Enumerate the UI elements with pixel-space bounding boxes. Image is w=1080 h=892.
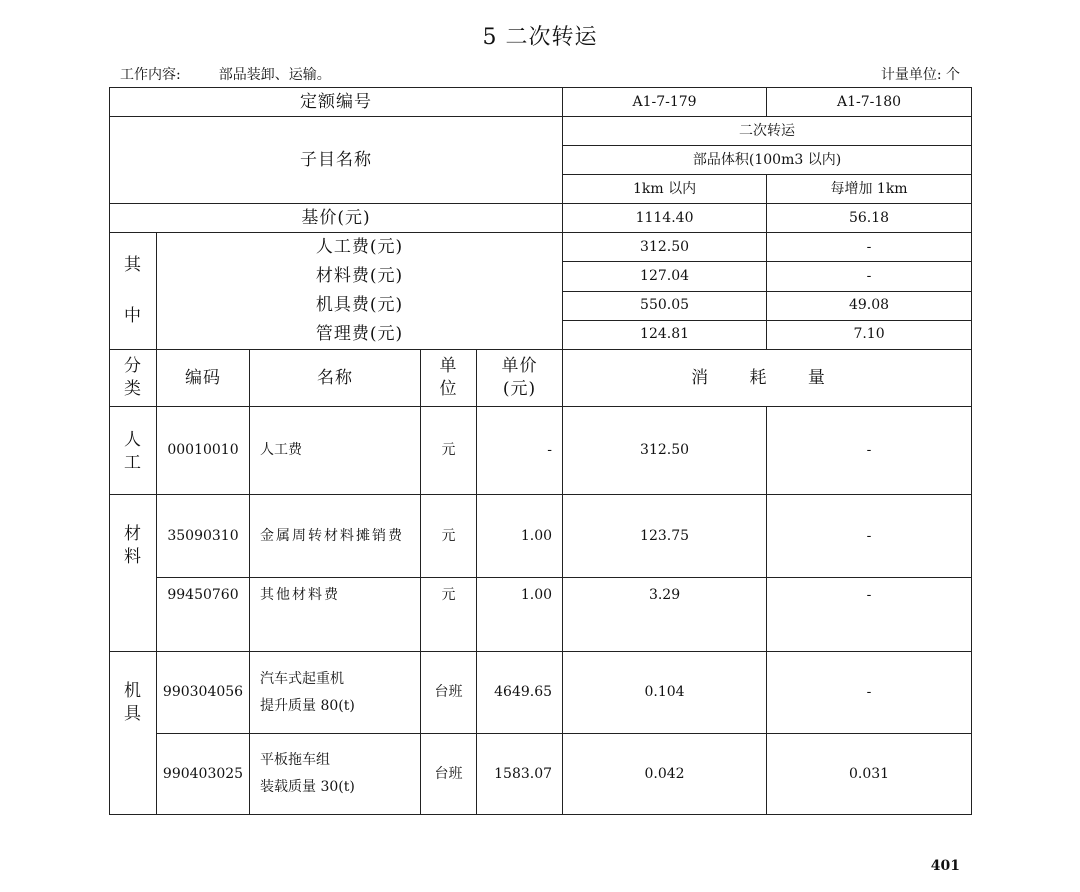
item-name: 金属周转材料摊销费 [250, 495, 421, 578]
base-price-1: 1114.40 [563, 204, 767, 233]
base-price-row [110, 204, 972, 233]
item-name: 人工费 [250, 407, 421, 495]
page-number: 401 [930, 858, 960, 874]
item-value-2: - [767, 407, 972, 495]
item-code: 990403025 [157, 734, 250, 815]
header-consumption: 消 耗 量 [563, 350, 972, 407]
header-unit: 单 位 [421, 350, 477, 407]
quota-number-row [110, 88, 972, 117]
item-value-1: 0.104 [563, 652, 767, 734]
header-code: 编码 [157, 350, 250, 407]
item-unit: 元 [421, 407, 477, 495]
work-content-label: 工作内容: [120, 67, 181, 83]
item-value-2: - [767, 495, 972, 578]
item-price: 4649.65 [477, 652, 563, 734]
work-content-value: 部品装卸、运输。 [218, 67, 331, 83]
cost-machine-v1: 550.05 [563, 291, 767, 320]
item-price: 1.00 [477, 578, 563, 652]
cost-label-machine: 机具费(元) [315, 295, 404, 315]
group-material-category: 材 料 [110, 495, 157, 652]
among-label-1: 其 [124, 255, 142, 276]
among-label [110, 233, 157, 350]
subitem-row-group [110, 117, 972, 146]
item-value-2: 0.031 [767, 734, 972, 815]
item-code: 99450760 [157, 578, 250, 652]
item-code: 00010010 [157, 407, 250, 495]
cost-machine-v2: 49.08 [767, 291, 972, 320]
table-row [110, 734, 972, 815]
item-value-1: 0.042 [563, 734, 767, 815]
item-price: 1583.07 [477, 734, 563, 815]
cost-row-labor [110, 233, 972, 262]
item-value-1: 3.29 [563, 578, 767, 652]
table-row [110, 578, 972, 652]
item-name: 其他材料费 [250, 578, 421, 652]
cost-material-v1: 127.04 [563, 262, 767, 291]
quota-number-label: 定额编号 [110, 88, 563, 117]
item-value-2: - [767, 578, 972, 652]
subitem-volume: 部品体积(100m3 以内) [563, 146, 972, 175]
item-value-1: 312.50 [563, 407, 767, 495]
header-price: 单价 (元) [477, 350, 563, 407]
cost-label-management: 管理费(元) [315, 324, 404, 344]
quota-number-179: A1-7-179 [563, 88, 767, 117]
subitem-group: 二次转运 [563, 117, 972, 146]
cost-management-v1: 124.81 [563, 320, 767, 349]
item-code: 35090310 [157, 495, 250, 578]
measurement-unit: 计量单位: 个 [880, 67, 960, 83]
base-price-2: 56.18 [767, 204, 972, 233]
cost-label-labor: 人工费(元) [315, 237, 404, 257]
cost-labor-v2: - [767, 233, 972, 262]
item-unit: 元 [421, 495, 477, 578]
cost-labels [157, 233, 563, 350]
quota-table [109, 87, 972, 815]
cost-label-material: 材料费(元) [315, 266, 404, 286]
quota-number-180: A1-7-180 [767, 88, 972, 117]
detail-header-row [110, 350, 972, 407]
table-row [110, 407, 972, 495]
item-unit: 元 [421, 578, 477, 652]
item-value-2: - [767, 652, 972, 734]
item-name: 汽车式起重机 提升质量 80(t) [250, 652, 421, 734]
subitem-col-2: 每增加 1km [767, 175, 972, 204]
among-label-2: 中 [124, 306, 142, 326]
item-price: - [477, 407, 563, 495]
subitem-label: 子目名称 [110, 117, 563, 204]
group-labor-category: 人 工 [110, 407, 157, 495]
header-category: 分 类 [110, 350, 157, 407]
cost-material-v2: - [767, 262, 972, 291]
cost-labor-v1: 312.50 [563, 233, 767, 262]
group-machine-category: 机 具 [110, 652, 157, 815]
work-content [120, 64, 331, 84]
item-name: 平板拖车组 装载质量 30(t) [250, 734, 421, 815]
subitem-col-1: 1km 以内 [563, 175, 767, 204]
header-name: 名称 [250, 350, 421, 407]
base-price-label: 基价(元) [110, 204, 563, 233]
table-row [110, 652, 972, 734]
item-unit: 台班 [421, 734, 477, 815]
page-title: 5 二次转运 [482, 25, 598, 50]
cost-management-v2: 7.10 [767, 320, 972, 349]
table-row [110, 495, 972, 578]
item-unit: 台班 [421, 652, 477, 734]
item-code: 990304056 [157, 652, 250, 734]
item-value-1: 123.75 [563, 495, 767, 578]
item-price: 1.00 [477, 495, 563, 578]
